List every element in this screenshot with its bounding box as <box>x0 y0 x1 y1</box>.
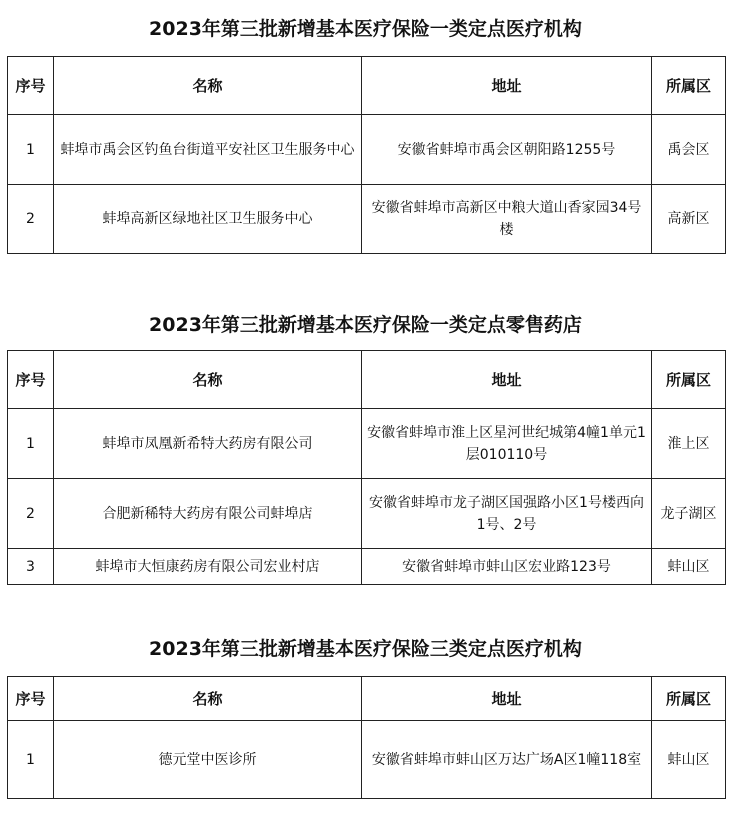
table-3 <box>7 676 726 799</box>
cell-name: 蚌埠市大恒康药房有限公司宏业村店 <box>54 549 362 585</box>
header-address: 地址 <box>362 351 652 409</box>
cell-district: 龙子湖区 <box>652 479 726 549</box>
cell-name: 蚌埠市禹会区钓鱼台街道平安社区卫生服务中心 <box>54 115 362 185</box>
cell-address: 安徽省蚌埠市禹会区朝阳路1255号 <box>362 115 652 185</box>
cell-address: 安徽省蚌埠市高新区中粮大道山香家园34号楼 <box>362 185 652 254</box>
cell-name: 合肥新稀特大药房有限公司蚌埠店 <box>54 479 362 549</box>
cell-name: 蚌埠市凤凰新希特大药房有限公司 <box>54 409 362 479</box>
header-name: 名称 <box>54 57 362 115</box>
table-row <box>8 185 726 254</box>
cell-district: 禹会区 <box>652 115 726 185</box>
cell-address: 安徽省蚌埠市蚌山区宏业路123号 <box>362 549 652 585</box>
cell-district: 高新区 <box>652 185 726 254</box>
cell-address: 安徽省蚌埠市淮上区星河世纪城第4幢1单元1层010110号 <box>362 409 652 479</box>
table-3-title: 2023年第三批新增基本医疗保险三类定点医疗机构 <box>149 638 582 660</box>
header-name: 名称 <box>54 677 362 721</box>
cell-seq: 1 <box>8 115 54 185</box>
cell-seq: 1 <box>8 721 54 799</box>
table-row <box>8 721 726 799</box>
cell-district: 蚌山区 <box>652 721 726 799</box>
cell-address: 安徽省蚌埠市龙子湖区国强路小区1号楼西向1号、2号 <box>362 479 652 549</box>
cell-district: 淮上区 <box>652 409 726 479</box>
cell-seq: 3 <box>8 549 54 585</box>
header-name: 名称 <box>54 351 362 409</box>
header-address: 地址 <box>362 677 652 721</box>
header-seq: 序号 <box>8 351 54 409</box>
cell-address: 安徽省蚌埠市蚌山区万达广场A区1幢118室 <box>362 721 652 799</box>
cell-name: 德元堂中医诊所 <box>54 721 362 799</box>
cell-name: 蚌埠高新区绿地社区卫生服务中心 <box>54 185 362 254</box>
header-district: 所属区 <box>652 351 726 409</box>
header-address: 地址 <box>362 57 652 115</box>
header-district: 所属区 <box>652 677 726 721</box>
table-row <box>8 115 726 185</box>
cell-seq: 1 <box>8 409 54 479</box>
header-district: 所属区 <box>652 57 726 115</box>
table-1 <box>7 56 726 254</box>
table-row <box>8 479 726 549</box>
header-seq: 序号 <box>8 677 54 721</box>
table-row <box>8 549 726 585</box>
table-2-title: 2023年第三批新增基本医疗保险一类定点零售药店 <box>149 314 582 336</box>
table-row <box>8 409 726 479</box>
cell-district: 蚌山区 <box>652 549 726 585</box>
cell-seq: 2 <box>8 479 54 549</box>
table-2 <box>7 350 726 585</box>
table-1-title: 2023年第三批新增基本医疗保险一类定点医疗机构 <box>149 18 582 40</box>
cell-seq: 2 <box>8 185 54 254</box>
header-seq: 序号 <box>8 57 54 115</box>
